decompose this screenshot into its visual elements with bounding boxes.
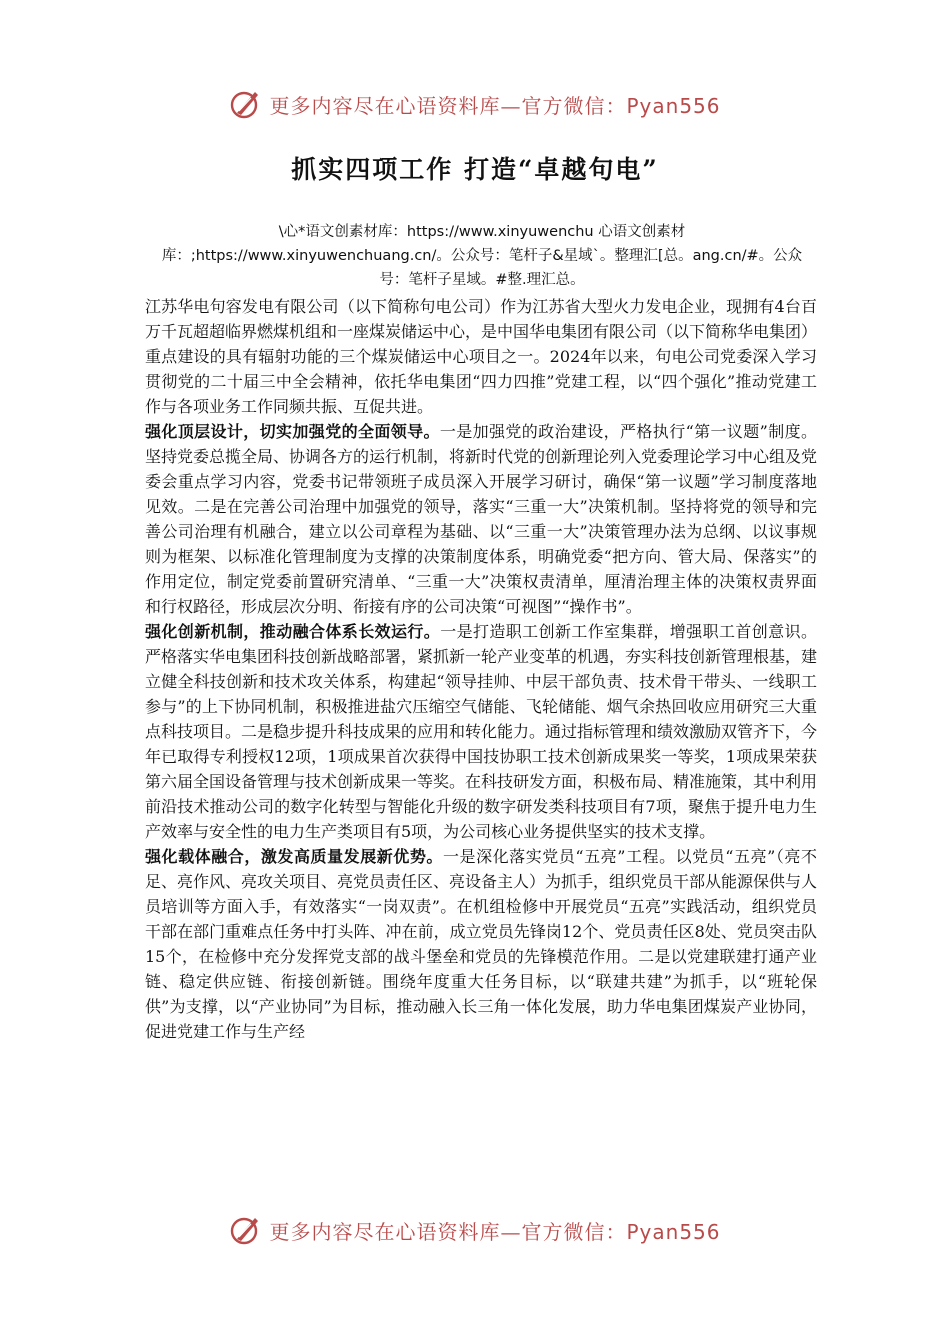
header-banner	[0, 84, 950, 124]
paragraph-intro	[145, 294, 817, 419]
page-title: 抓实四项工作 打造“卓越句电”	[291, 155, 659, 184]
quill-pen-logo-icon	[229, 1213, 263, 1247]
paragraph-section-1	[145, 419, 817, 619]
paragraph-text: 一是加强党的政治建设，严格执行“第一议题”制度。坚持党委总揽全局、协调各方的运行机制，将新时代党的创新理论列入党委理论学习中心组及党委会重点学习内容，党委书记带领班子成员深入开展学习研讨，确保“第一议题”学习制度落地见效。二是在完善公司治理中加强党的领导，落实“三重一大”决策机制。坚持将党的领导和完善公司治理有机融合，建立以公司章程为基础、以“三重一大”决策管理办法为总纲、以议事规则为框架、以标准化管理制度为支撑的决策制度体系，明确党委“把方向、管大局、保落实”的作用定位，制定党委前置研究清单、“三重一大”决策权责清单，厘清治理主体的决策权责界面和行权路径，形成层次分明、衔接有序的公司决策“可视图”“操作书”。	[145, 422, 818, 616]
source-line: \心*语文创素材库：https://www.xinyuwenchu 心语文创素材库：;https://www.xinyuwenchuang.cn/。公众号：笔杆子&星域`。整理汇[总。ang.cn/#。公众号：笔杆子星域。#整.理汇总。	[161, 224, 803, 288]
paragraph-text: 江苏华电句容发电有限公司（以下简称句电公司）作为江苏省大型火力发电企业，现拥有4台百万千瓦超超临界燃煤机组和一座煤炭储运中心，是中国华电集团有限公司（以下简称华电集团）重点建设的具有辐射功能的三个煤炭储运中心项目之一。2024年以来，句电公司党委深入学习贯彻党的二十届三中全会精神，依托华电集团“四力四推”党建工程，以“四个强化”推动党建工作与各项业务工作同频共振、互促共进。	[145, 297, 818, 416]
paragraph-text: 一是打造职工创新工作室集群，增强职工首创意识。严格落实华电集团科技创新战略部署，紧抓新一轮产业变革的机遇，夯实科技创新管理根基，建立健全科技创新和技术攻关体系，构建起“领导挂帅、中层干部负责、技术骨干带头、一线职工参与”的上下协同机制，积极推进盐穴压缩空气储能、飞轮储能、烟气余热回收应用研究三大重点科技项目。二是稳步提升科技成果的应用和转化能力。通过指标管理和绩效激励双管齐下，今年已取得专利授权12项，1项成果首次获得中国技协职工技术创新成果奖一等奖，1项成果荣获第六届全国设备管理与技术创新成果一等奖。在科技研发方面，积极布局、精准施策，其中利用前沿技术推动公司的数字化转型与智能化升级的数字研发类科技项目有7项，聚焦于提升电力生产效率与安全性的电力生产类项目有5项，为公司核心业务提供坚实的技术支撑。	[145, 622, 818, 841]
banner-wechat-id: Pyan556	[626, 93, 721, 118]
banner-main-text: 更多内容尽在心语资料库—官方微信：	[269, 93, 627, 118]
article-body	[145, 294, 817, 1044]
paragraph-lead: 强化载体融合，激发高质量发展新优势。	[145, 847, 443, 866]
banner-main-text: 更多内容尽在心语资料库—官方微信：	[269, 1219, 627, 1244]
banner-text	[269, 1216, 720, 1245]
paragraph-section-3	[145, 844, 817, 1044]
paragraph-text: 一是深化落实党员“五亮”工程。以党员“五亮”（亮不足、亮作风、亮攻关项目、亮党员责任区、亮设备主人）为抓手，组织党员干部从能源保供与人员培训等方面入手，有效落实“一岗双责”。在机组检修中开展党员“五亮”实践活动，组织党员干部在部门重难点任务中打头阵、冲在前，成立党员先锋岗12个、党员责任区8处、党员突击队15个，在检修中充分发挥党支部的战斗堡垒和党员的先锋模范作用。二是以党建联建打通产业链、稳定供应链、衔接创新链。围绕年度重大任务目标，以“联建共建”为抓手，以“班轮保供”为支撑，以“产业协同”为目标，推动融入长三角一体化发展，助力华电集团煤炭产业协同，促进党建工作与生产经	[145, 847, 818, 1041]
quill-pen-logo-icon	[229, 87, 263, 121]
paragraph-lead: 强化顶层设计，切实加强党的全面领导。	[145, 422, 440, 441]
paragraph-section-2	[145, 619, 817, 844]
footer-banner	[0, 1210, 950, 1250]
banner-text	[269, 90, 720, 119]
paragraph-lead: 强化创新机制，推动融合体系长效运行。	[145, 622, 441, 641]
banner-wechat-id: Pyan556	[626, 1219, 721, 1244]
